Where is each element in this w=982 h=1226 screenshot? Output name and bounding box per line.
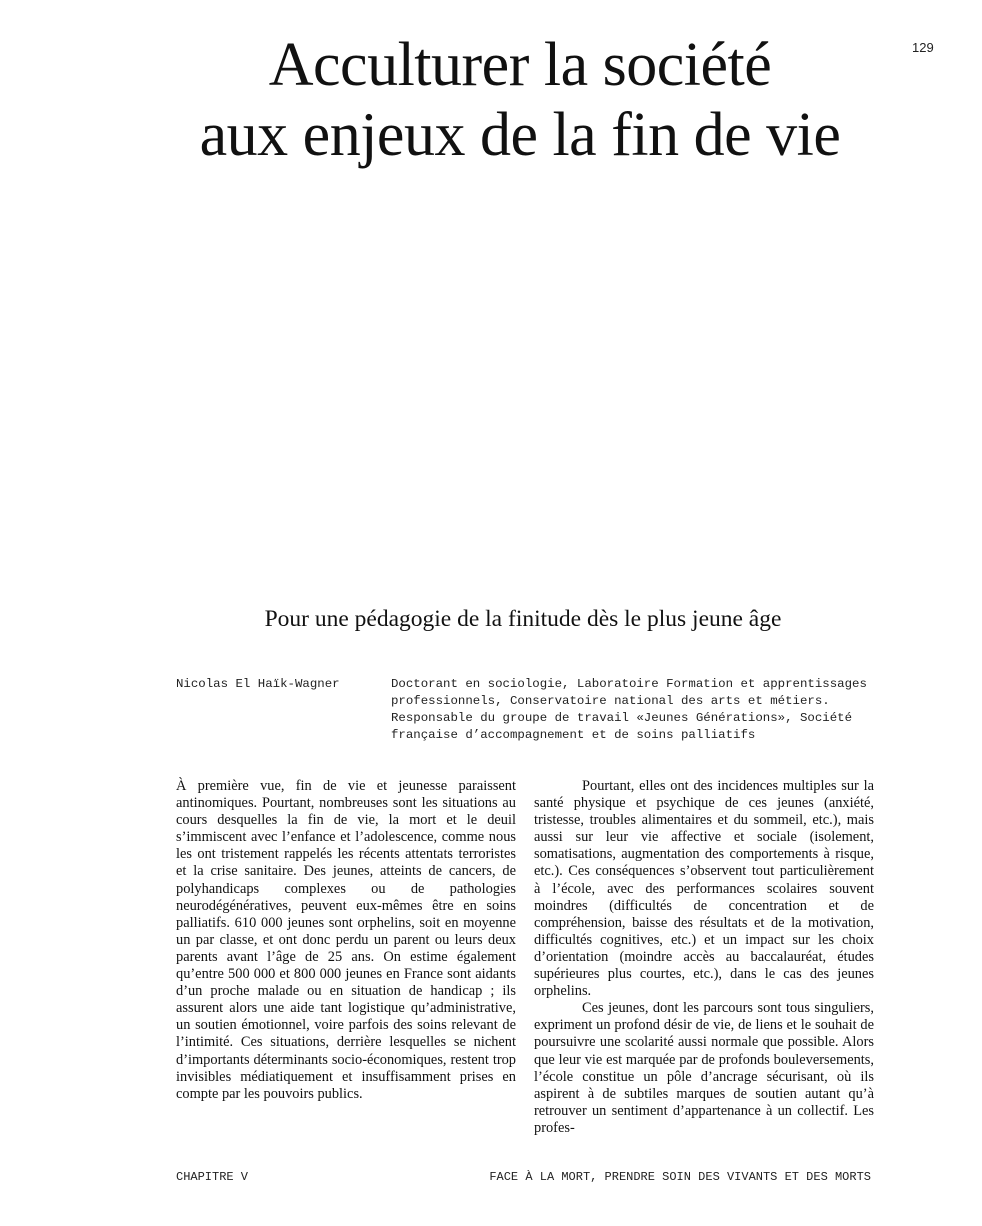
footer-chapter: CHAPITRE V bbox=[176, 1170, 249, 1184]
footer-section-title: FACE À LA MORT, PRENDRE SOIN DES VIVANTS ET DES MORTS bbox=[489, 1170, 871, 1184]
page-title-line-2: aux enjeux de la fin de vie bbox=[199, 101, 841, 169]
body-column-left bbox=[176, 778, 516, 1103]
author-bio: Doctorant en sociologie, Laboratoire Formation et apprentissages professionnels, Conservatoire national des arts et métiers. Responsable du groupe de travail «Jeunes Générations», Société française d’accompagnement et de soins palliatifs bbox=[391, 677, 867, 742]
page-number: 129 bbox=[912, 40, 934, 55]
body-paragraph: À première vue, fin de vie et jeunesse paraissent antinomiques. Pourtant, nombreuses sont les situations au cours desquelles la fin de vie, la mort et le deuil s’immiscent avec l’enfance et l’adolescence, comme nous les ont tristement rappelés les récents attentats terroristes et la crise sanitaire. Des jeunes, atteints de cancers, de polyhandicaps complexes ou de pathologies neurodégénératives, peuvent eux-mêmes être en soins palliatifs. 610 000 jeunes sont orphelins, soit en moyenne un par classe, et ont donc perdu un parent ou leurs deux parents avant l’âge de 25 ans. On estime également qu’entre 500 000 et 800 000 jeunes en France sont aidants d’un proche malade ou en situation de handicap ; ils assurent alors une aide tant logistique qu’administrative, un soutien émotionnel, voire parfois des soins relevant de l’intimité. Ces situations, derrière lesquelles se nichent d’importants déterminants socio-économiques, restent trop invisibles médiatiquement et insuffisamment prises en compte par les pouvoirs publics. bbox=[176, 778, 516, 1102]
body-column-right bbox=[534, 778, 874, 1137]
article-subtitle: Pour une pédagogie de la finitude dès le plus jeune âge bbox=[264, 606, 782, 632]
body-paragraph: Ces jeunes, dont les parcours sont tous singuliers, expriment un profond désir de vie, de liens et le souhait de poursuivre une scolarité aussi normale que possible. Alors que leur vie est marquée par de profonds bouleversements, l’école constitue un pôle d’ancrage sécurisant, où ils aspirent à de subtiles marques de soutien autant qu’à retrouver un sentiment d’appartenance à un collectif. Les profes- bbox=[534, 1000, 874, 1136]
body-paragraph: Pourtant, elles ont des incidences multiples sur la santé physique et psychique de ces jeunes (anxiété, tristesse, troubles alimentaires et du sommeil, etc.), mais aussi sur leur vie affective et sociale (isolement, somatisations, augmentation des comportements à risque, etc.). Ces conséquences s’observent tout particulièrement à l’école, avec des performances scolaires souvent moindres (difficultés de concentration et de compréhension, baisse des résultats et de la motivation, difficultés cognitives, etc.) et un impact sur les choix d’orientation (moindre accès au baccalauréat, études supérieures plus courtes, etc.), dans le cas des jeunes orphelins. bbox=[534, 778, 874, 1000]
page-title-line-1: Acculturer la société bbox=[268, 31, 772, 99]
author-name: Nicolas El Haïk-Wagner bbox=[176, 677, 340, 691]
page-title bbox=[100, 30, 940, 170]
